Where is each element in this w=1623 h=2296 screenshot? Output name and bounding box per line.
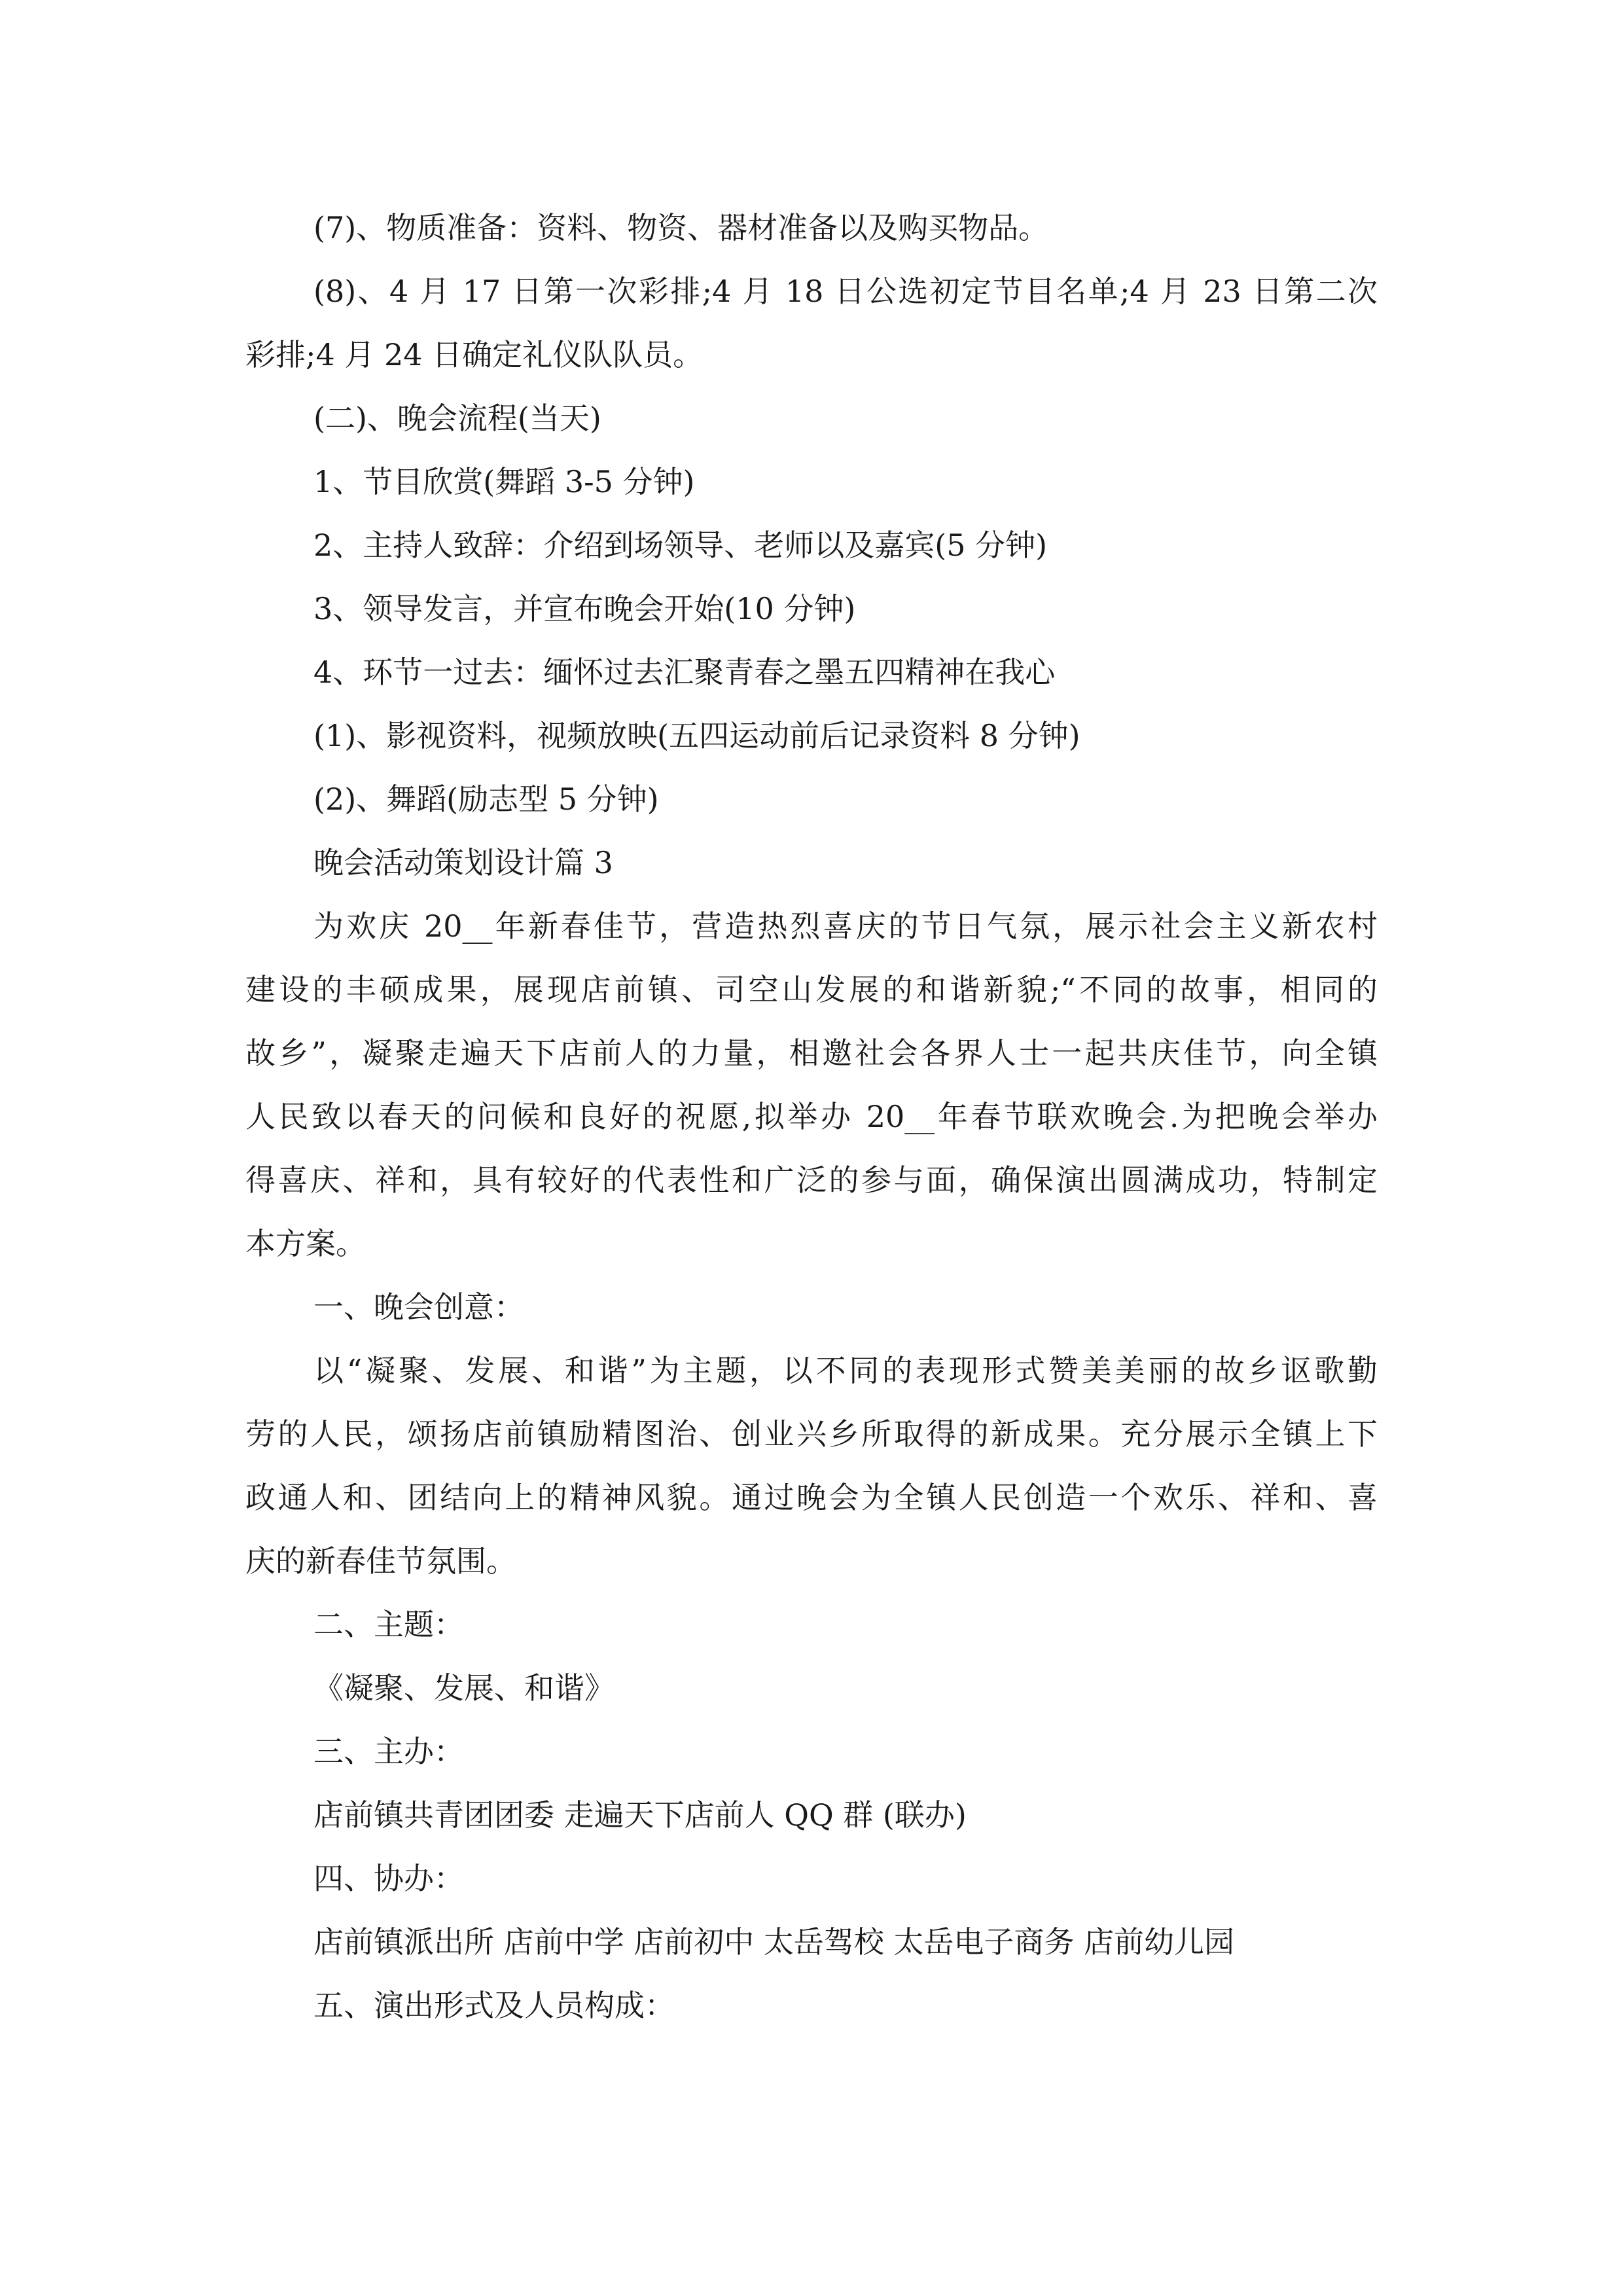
text-line: 建设的丰硕成果，展现店前镇、司空山发展的和谐新貌;“不同的故事，相同的: [245, 972, 1378, 1007]
text-line: 庆的新春佳节氛围。: [245, 1543, 516, 1579]
text-line: 以“凝聚、发展、和谐”为主题，以不同的表现形式赞美美丽的故乡讴歌勤: [313, 1353, 1378, 1388]
text-line: (1)、影视资料，视频放映(五四运动前后记录资料 8 分钟): [313, 718, 1080, 753]
text-line: 五、演出形式及人员构成：: [313, 1988, 675, 2023]
text-line: 二、主题：: [313, 1607, 464, 1642]
text-line: 3、领导发言，并宣布晚会开始(10 分钟): [313, 591, 856, 626]
text-line: 人民致以春天的问候和良好的祝愿,拟举办 20__年春节联欢晚会.为把晚会举办: [245, 1099, 1378, 1134]
document-body: [245, 196, 1378, 2037]
text-line: 2、主持人致辞：介绍到场领导、老师以及嘉宾(5 分钟): [313, 528, 1048, 563]
text-line: 晚会活动策划设计篇 3: [313, 845, 613, 880]
text-line: 为欢庆 20__年新春佳节，营造热烈喜庆的节日气氛，展示社会主义新农村: [313, 908, 1378, 944]
text-line: (8)、4 月 17 日第一次彩排;4 月 18 日公选初定节目名单;4 月 23 日第二次: [313, 274, 1378, 309]
text-line: 店前镇共青团团委 走遍天下店前人 QQ 群 (联办): [313, 1797, 967, 1833]
text-line: 《凝聚、发展、和谐》: [313, 1670, 615, 1706]
text-line: (2)、舞蹈(励志型 5 分钟): [313, 781, 659, 817]
text-line: 彩排;4 月 24 日确定礼仪队队员。: [245, 337, 704, 372]
text-line: 店前镇派出所 店前中学 店前初中 太岳驾校 太岳电子商务 店前幼儿园: [313, 1924, 1235, 1960]
text-line: 三、主办：: [313, 1734, 464, 1769]
text-line: 政通人和、团结向上的精神风貌。通过晚会为全镇人民创造一个欢乐、祥和、喜: [245, 1480, 1378, 1515]
text-line: (二)、晚会流程(当天): [313, 401, 601, 436]
text-line: 1、节目欣赏(舞蹈 3-5 分钟): [313, 464, 695, 499]
text-line: 劳的人民，颂扬店前镇励精图治、创业兴乡所取得的新成果。充分展示全镇上下: [245, 1416, 1378, 1452]
text-line: 得喜庆、祥和，具有较好的代表性和广泛的参与面，确保演出圆满成功，特制定: [245, 1162, 1378, 1198]
text-line: (7)、物质准备：资料、物资、器材准备以及购买物品。: [313, 210, 1049, 245]
text-line: 本方案。: [245, 1226, 366, 1261]
text-line: 四、协办：: [313, 1861, 464, 1896]
text-line: 4、环节一过去：缅怀过去汇聚青春之墨五四精神在我心: [313, 655, 1056, 690]
text-line: 故乡”，凝聚走遍天下店前人的力量，相邀社会各界人士一起共庆佳节，向全镇: [245, 1035, 1378, 1071]
text-line: 一、晚会创意：: [313, 1289, 524, 1325]
